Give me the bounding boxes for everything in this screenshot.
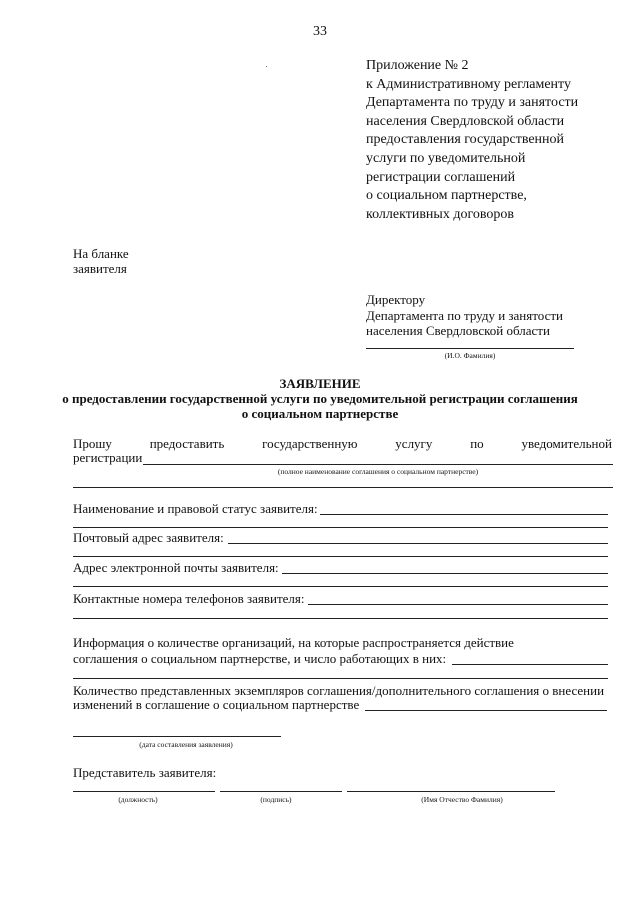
appendix-line: предоставления государственной [366, 132, 565, 148]
addressee-department: Департамента по труду и занятости [366, 307, 563, 323]
phones-label: Контактные номера телефонов заявителя: [73, 591, 305, 606]
email-field[interactable] [282, 573, 608, 574]
phones-field[interactable] [308, 604, 608, 605]
appendix-line: Департамента по труду и занятости [366, 95, 579, 111]
organizations-info-label: соглашения о социальном партнерстве, и число работающих в них: [73, 651, 447, 666]
appendix-header [366, 57, 578, 224]
document-subtitle-line: о предоставлении государственной услуги по уведомительной регистрации соглашения [62, 391, 578, 406]
addressee-region: населения Свердловской области [366, 323, 550, 338]
page-number: 33 [313, 24, 327, 39]
signature-caption: (подпись) [260, 795, 292, 804]
agreement-name-field[interactable] [143, 464, 613, 465]
organizations-info-field-continued[interactable] [73, 678, 608, 679]
appendix-line: к Административному регламенту [366, 76, 571, 92]
request-registration-label: регистрации [73, 450, 143, 465]
postal-address-label: Почтовый адрес заявителя: [73, 530, 224, 545]
addressee-block [366, 292, 563, 339]
position-caption: (должность) [118, 795, 158, 804]
request-line [73, 436, 612, 452]
representative-position-field[interactable] [73, 791, 215, 792]
copies-count-label: Количество представленных экземпляров соглашения/дополнительного соглашения о внесении [73, 683, 605, 698]
document-subtitle-line: о социальном партнерстве [241, 406, 399, 421]
request-word: государственную [262, 436, 358, 451]
scan-speck [266, 66, 267, 67]
appendix-line: регистрации соглашений [366, 169, 516, 185]
date-field[interactable] [73, 736, 281, 737]
appendix-line: населения Свердловской области [366, 113, 565, 129]
postal-address-field[interactable] [228, 543, 608, 544]
request-word: по [470, 436, 484, 451]
director-name-caption: (И.О. Фамилия) [444, 351, 496, 360]
request-word: услугу [395, 436, 433, 451]
director-name-field[interactable] [366, 348, 574, 349]
organizations-info-field[interactable] [452, 664, 608, 665]
appendix-line: услуги по уведомительной [366, 150, 526, 166]
letterhead-line: заявителя [73, 261, 127, 276]
agreement-name-caption: (полное наименование соглашения о социальном партнерстве) [277, 467, 479, 476]
request-word: Прошу [73, 436, 112, 451]
phones-field-continued[interactable] [73, 618, 608, 619]
applicant-name-status-field-continued[interactable] [73, 527, 608, 528]
letterhead-line: На бланке [73, 246, 129, 261]
addressee-title: Директору [366, 292, 426, 307]
copies-count-label: изменений в соглашение о социальном партнерстве [73, 697, 360, 712]
request-word: уведомительной [521, 436, 612, 451]
request-word: предоставить [149, 436, 225, 451]
full-name-caption: (Имя Отчество Фамилия) [421, 795, 503, 804]
email-field-continued[interactable] [73, 586, 608, 587]
representative-name-field[interactable] [347, 791, 555, 792]
date-caption: (дата составления заявления) [139, 740, 233, 749]
representative-label: Представитель заявителя: [73, 765, 217, 780]
document-title: ЗАЯВЛЕНИЕ [279, 376, 361, 391]
organizations-info-label: Информация о количестве организаций, на которые распространяется действие [73, 635, 514, 650]
applicant-name-status-label: Наименование и правовой статус заявителя: [73, 501, 318, 516]
email-label: Адрес электронной почты заявителя: [73, 560, 279, 575]
applicant-name-status-field[interactable] [320, 514, 608, 515]
copies-count-field[interactable] [365, 710, 607, 711]
postal-address-field-continued[interactable] [73, 556, 608, 557]
appendix-line: коллективных договоров [366, 206, 514, 222]
appendix-line: о социальном партнерстве, [366, 188, 527, 204]
agreement-name-field-continued[interactable] [73, 487, 613, 488]
letterhead-note [73, 246, 129, 276]
appendix-line: Приложение № 2 [366, 58, 469, 73]
representative-signature-field[interactable] [220, 791, 342, 792]
